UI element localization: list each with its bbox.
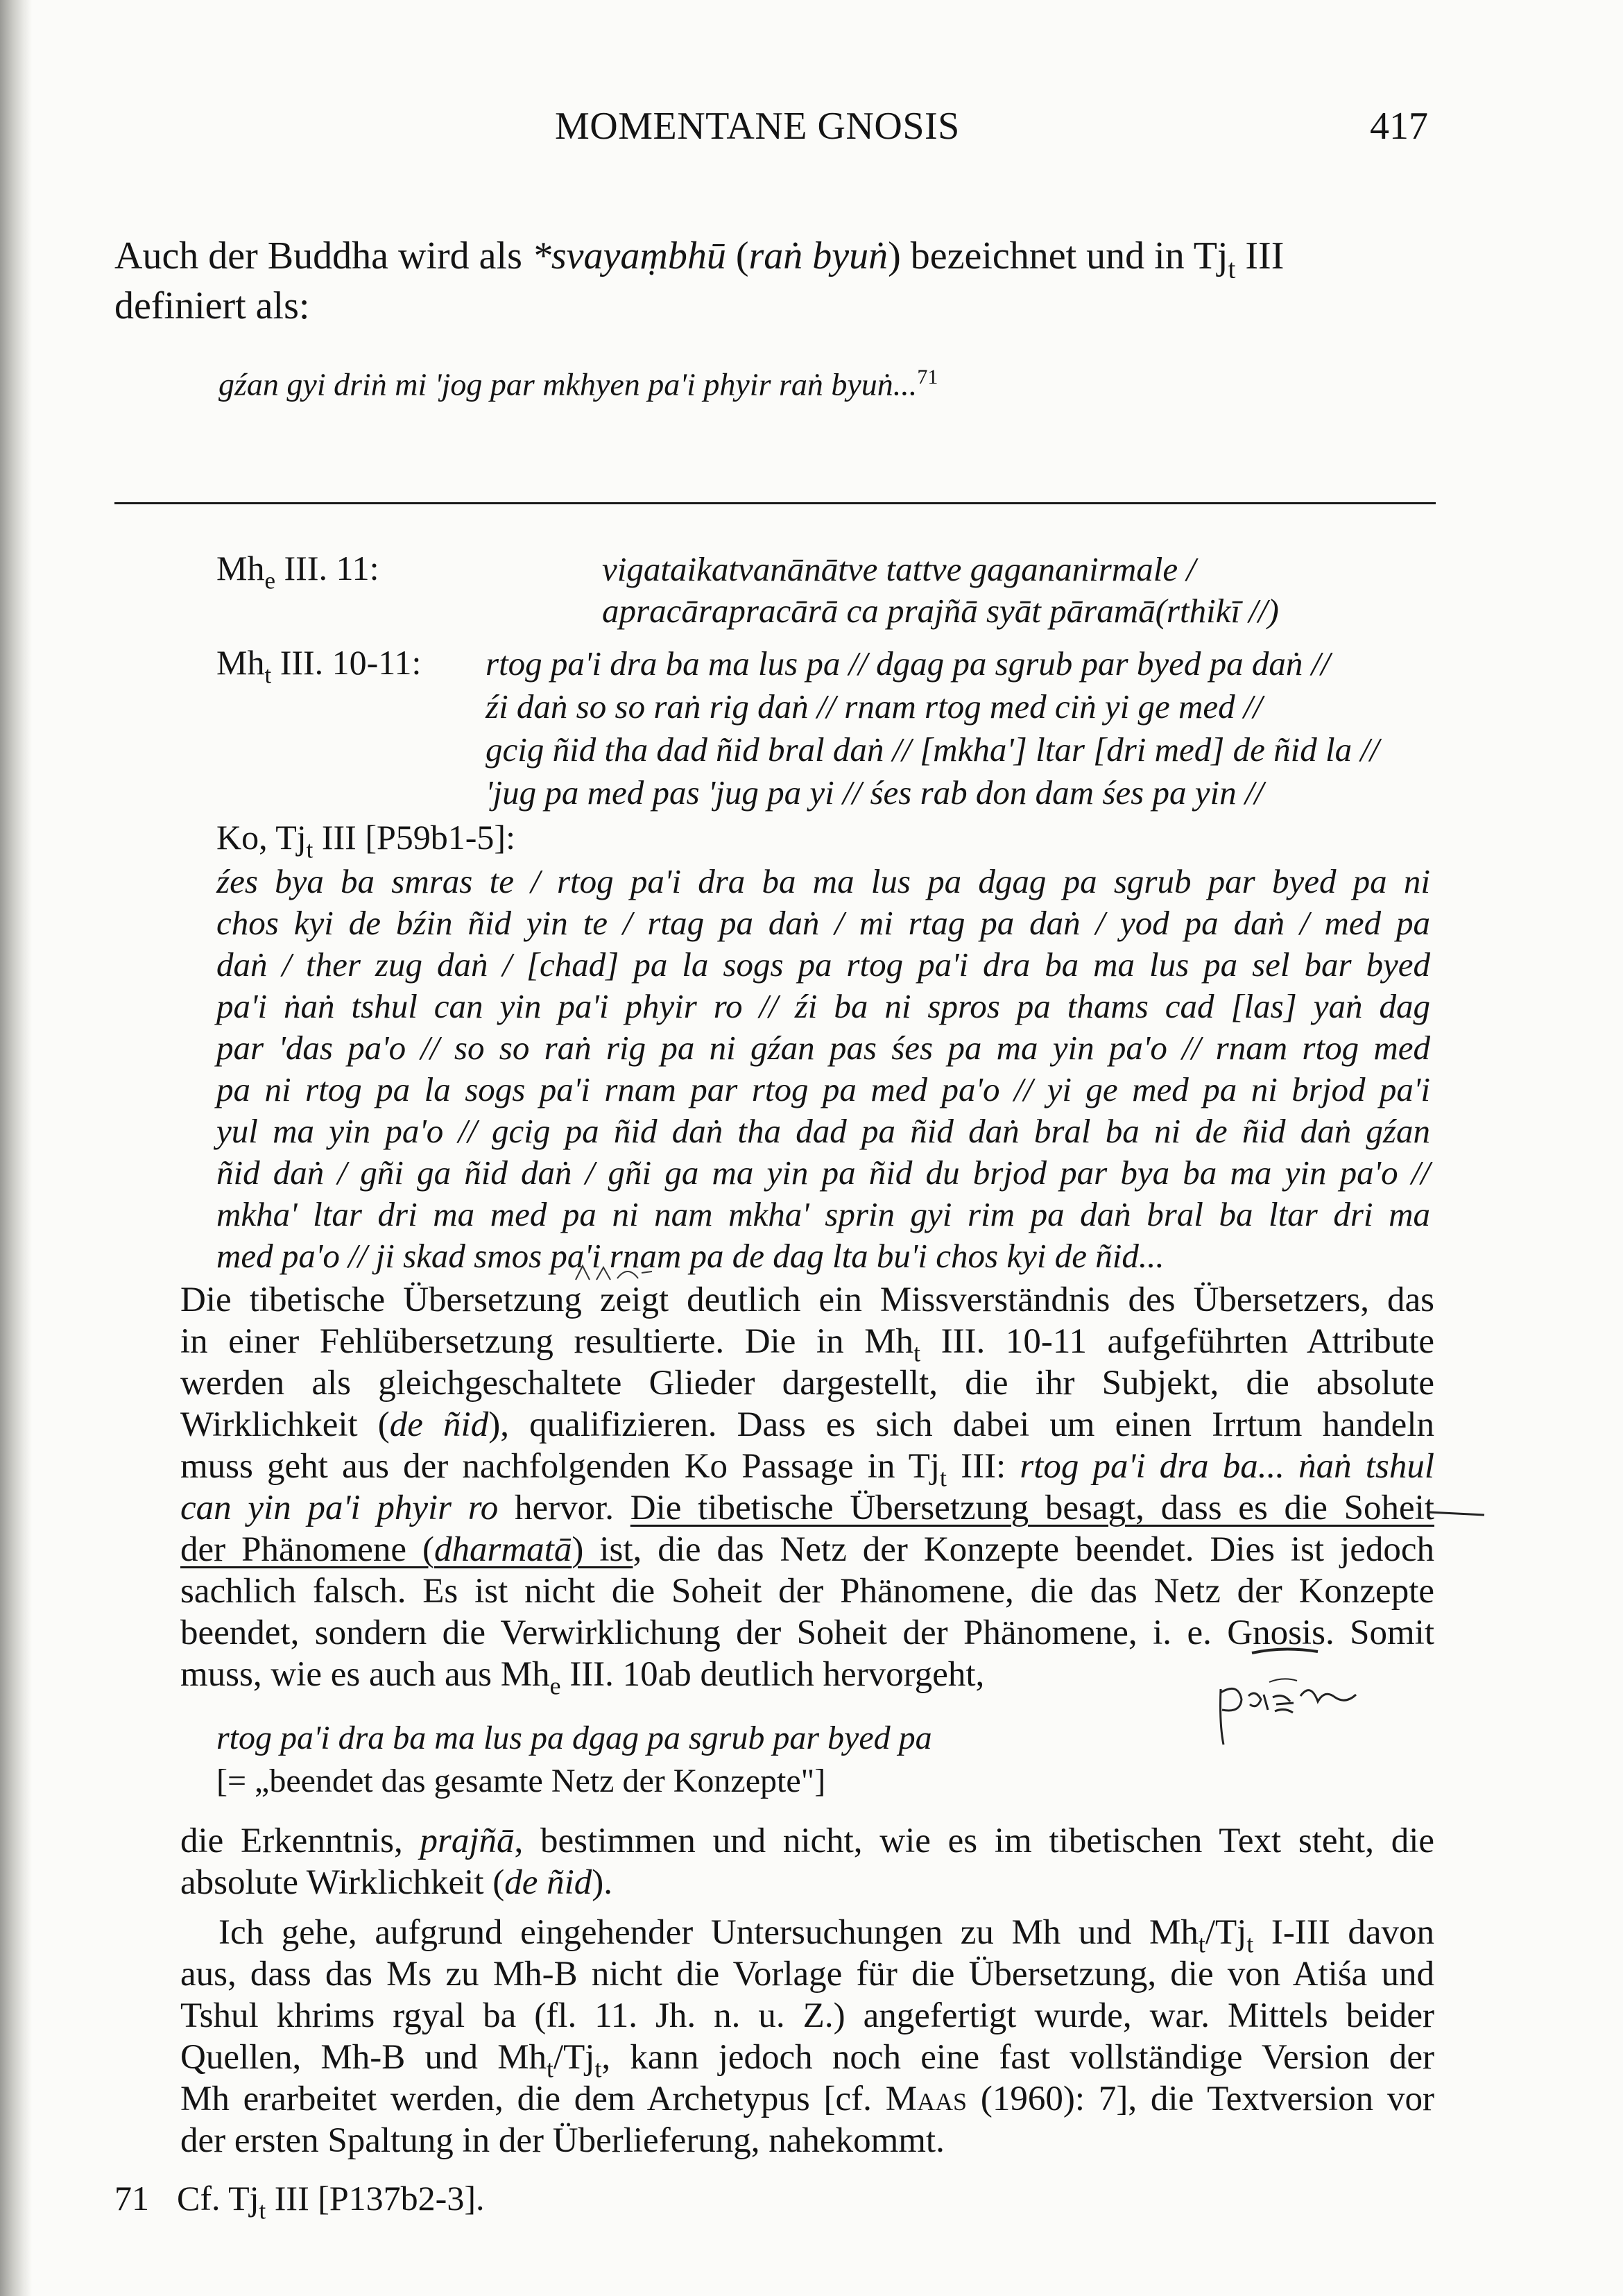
para1-line: beendet, sondern die Verwirklichung der Soheit der Phänomene, i. e. Gnosis. Somit bbox=[180, 1613, 1434, 1652]
ko-line: pa'i ṅaṅ tshul can yin pa'i phyir ro // źi ba ni spros pa thams cad [las] yaṅ dag bbox=[216, 987, 1430, 1025]
block-quote-tibetan: rtog pa'i dra ba ma lus pa dgag pa sgrub par byed pa bbox=[216, 1720, 932, 1756]
handwritten-gnosis-mark bbox=[1248, 1640, 1332, 1661]
para1-line: werden als gleichgeschaltete Glieder dargestellt, die ihr Subjekt, die absolute bbox=[180, 1364, 1434, 1403]
mht-verse-line: rtog pa'i dra ba ma lus pa // dgag pa sgrub par byed pa daṅ // bbox=[486, 644, 1330, 683]
para1-line: sachlich falsch. Es ist nicht die Soheit der Phänomene, die das Netz der Konzepte bbox=[180, 1572, 1434, 1611]
ko-line: med pa'o // ji skad smos pa'i rnam pa de dag lta bu'i chos kyi de ñid... bbox=[216, 1237, 1165, 1275]
ko-line: pa ni rtog pa la sogs pa'i rnam par rtog pa med pa'o // yi ge med pa ni brjod pa'i bbox=[216, 1070, 1430, 1108]
ko-label: Ko, $Tj_t$ III [P59b1-5]: bbox=[216, 818, 515, 864]
mhe-verse-line: apracārapracārā ca prajñā syāt pāramā(rthikī //) bbox=[602, 592, 1279, 630]
intro-line-2: definiert als: bbox=[114, 284, 310, 327]
mht-verse-line: gcig ñid tha dad ñid bral daṅ // [mkha'] ltar [dri med] de ñid la // bbox=[486, 730, 1380, 769]
ko-line: par 'das pa'o // so so raṅ rig pa ni gźan pas śes pa ma yin pa'o // rnam rtog med bbox=[216, 1029, 1430, 1067]
para1-line: can yin pa'i phyir ro hervor. Die tibetische Übersetzung besagt, dass es die Soheit bbox=[180, 1489, 1434, 1527]
mht-verse-line: źi daṅ so so raṅ rig daṅ // rnam rtog med ciṅ yi ge med // bbox=[486, 687, 1263, 726]
footnote: 71 Cf. $Tj_t$ III [P137b2-3]. bbox=[114, 2179, 485, 2225]
para3-line: der ersten Spaltung in der Überlieferung, nahekommt. bbox=[180, 2121, 945, 2160]
para3-line: aus, dass das Ms zu Mh-B nicht die Vorlage für die Übersetzung, die von Atiśa und bbox=[180, 1955, 1434, 1994]
handwritten-underline: der Phänomene (dharmatā) ist bbox=[180, 1530, 633, 1569]
para1-line: Die tibetische Übersetzung zeigt deutlich ein Missverständnis des Übersetzers, das bbox=[180, 1280, 1434, 1319]
para3-line: Mh erarbeitet werden, die dem Archetypus [cf. Maas (1960): 7], die Textversion vor bbox=[180, 2080, 1434, 2118]
page-number: 417 bbox=[1370, 105, 1428, 148]
mht-verse-line: 'jug pa med pas 'jug pa yi // śes rab don dam śes pa yin // bbox=[486, 773, 1264, 812]
ko-line: mkha' ltar dri ma med pa ni nam mkha' sprin gyi rim pa daṅ bral ba ltar dri ma bbox=[216, 1195, 1430, 1233]
para1-line: muss geht aus der nachfolgenden Ko Passage in $Tj_t$ III: rtog pa'i dra ba... ṅaṅ tshul bbox=[180, 1447, 1434, 1492]
para2-line: die Erkenntnis, prajñā, bestimmen und nicht, wie es im tibetischen Text steht, die bbox=[180, 1822, 1435, 1860]
ko-line: chos kyi de bźin ñid yin te / rtag pa daṅ / mi rtag pa daṅ / yod pa daṅ / med pa bbox=[216, 904, 1430, 942]
ko-line: źes bya ba smras te / rtog pa'i dra ba ma lus pa dgag pa sgrub par byed pa ni bbox=[216, 862, 1430, 900]
mhe-verse-line: vigataikatvanānātve tattve gagananirmale / bbox=[602, 550, 1196, 588]
para3-line: Ich gehe, aufgrund eingehender Untersuchungen zu Mh und $Mh_t/Tj_t$ I-III davon bbox=[218, 1913, 1435, 1958]
scan-edge-shadow bbox=[0, 0, 32, 2296]
para3-line: Quellen, Mh-B und $Mh_t/Tj_t$, kann jedoch noch eine fast vollständige Version der bbox=[180, 2038, 1434, 2083]
intro-line-1: Auch der Buddha wird als *svayaṃbhū (raṅ byuṅ) bezeichnet und in $Tj_t$ III bbox=[114, 234, 1285, 284]
separator-rule bbox=[114, 502, 1436, 504]
para1-line: Wirklichkeit (de ñid), qualifizieren. Dass es sich dabei um einen Irrtum handeln bbox=[180, 1405, 1434, 1444]
mht-label: $Mh_t$ III. 10-11: bbox=[216, 643, 422, 689]
block-quote-gloss: [= „beendet das gesamte Netz der Konzepte"] bbox=[216, 1763, 826, 1799]
para1-line: der Phänomene (dharmatā) ist, die das Netz der Konzepte beendet. Dies ist jedoch bbox=[180, 1530, 1435, 1569]
handwritten-arrow bbox=[1429, 1498, 1491, 1526]
para1-line: in einer Fehlübersetzung resultierte. Die in $Mh_t$ III. 10-11 aufgeführten Attribute bbox=[180, 1322, 1434, 1367]
handwritten-insertion-mark bbox=[569, 1259, 680, 1287]
ko-line: yul ma yin pa'o // gcig pa ñid daṅ tha dad pa ñid daṅ bral ba ni de ñid daṅ gźan bbox=[216, 1112, 1430, 1150]
ko-line: daṅ / ther zug daṅ / [chad] pa la sogs pa rtog pa'i dra ba ma lus pa sel bar byed bbox=[216, 945, 1430, 984]
para3-line: Tshul khrims rgyal ba (fl. 11. Jh. n. u. Z.) angefertigt wurde, war. Mittels beider bbox=[180, 1996, 1434, 2035]
ko-line: ñid daṅ / gñi ga ñid daṅ / gñi ga ma yin pa ñid du brjod par bya ba ma yin pa'o // bbox=[216, 1154, 1430, 1192]
handwritten-margin-note bbox=[1207, 1661, 1436, 1758]
para1-line: muss, wie es auch aus $Mh_e$ III. 10ab deutlich hervorgeht, bbox=[180, 1655, 985, 1700]
para2-line: absolute Wirklichkeit (de ñid). bbox=[180, 1863, 613, 1902]
intro-quote: gźan gyi driṅ mi 'jog par mkhyen pa'i phyir raṅ byuṅ...$^{71}$ bbox=[218, 366, 938, 402]
running-header-title: MOMENTANE GNOSIS bbox=[555, 105, 960, 148]
handwritten-underline: Die tibetische Übersetzung besagt, dass es die Soheit bbox=[630, 1489, 1434, 1527]
mhe-label: $Mh_e$ III. 11: bbox=[216, 549, 379, 594]
